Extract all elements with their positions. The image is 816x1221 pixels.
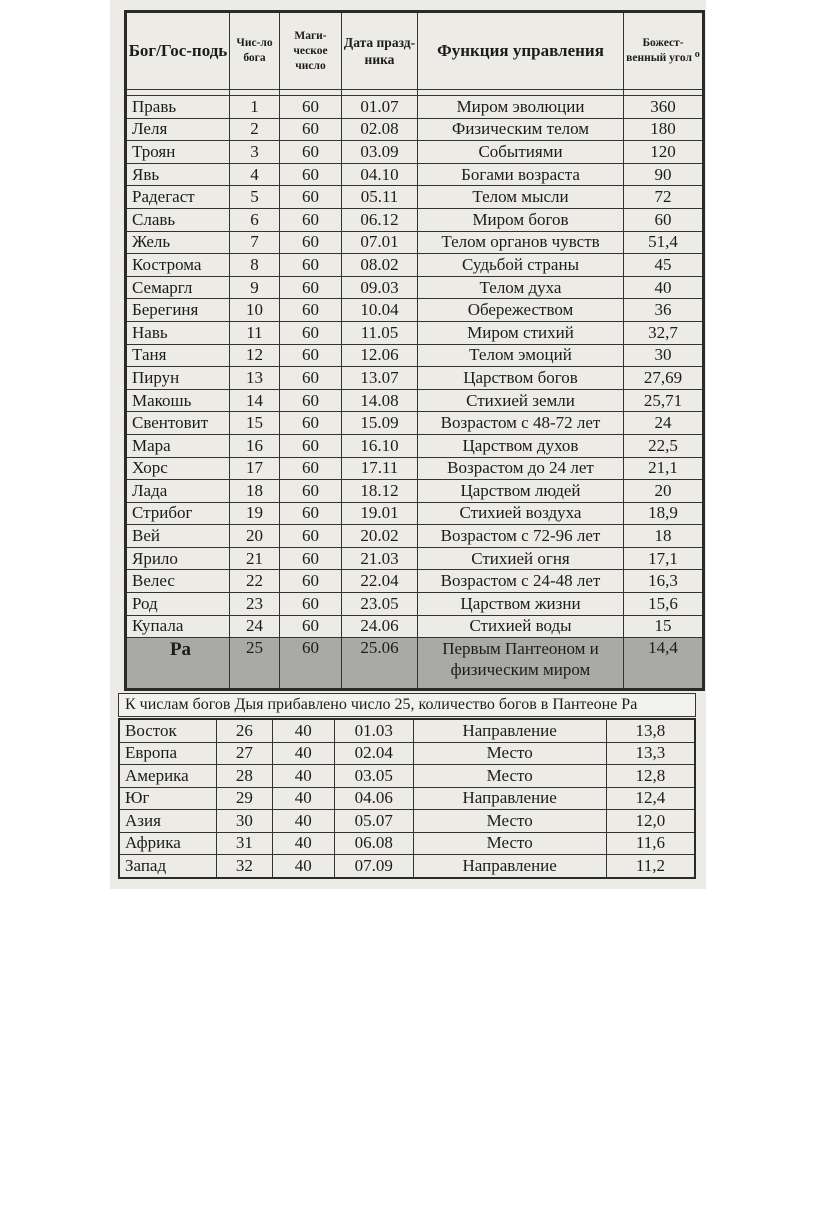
god-magic-number: 60 (280, 480, 342, 503)
god-magic-number: 60 (280, 208, 342, 231)
direction-kind: Место (413, 832, 606, 855)
god-magic-number: 60 (280, 299, 342, 322)
god-date: 18.12 (342, 480, 418, 503)
table-row (126, 344, 704, 367)
god-magic-number: 60 (280, 547, 342, 570)
god-date: 23.05 (342, 593, 418, 616)
god-number: 6 (230, 208, 280, 231)
god-angle: 180 (624, 118, 704, 141)
god-magic-number: 60 (280, 434, 342, 457)
god-magic-number: 60 (280, 163, 342, 186)
god-date: 05.11 (342, 186, 418, 209)
ra-body (126, 638, 704, 690)
god-function: Телом духа (418, 276, 624, 299)
god-date: 10.04 (342, 299, 418, 322)
god-angle: 32,7 (624, 321, 704, 344)
god-angle: 15 (624, 615, 704, 638)
god-name: Таня (126, 344, 230, 367)
god-name: Велес (126, 570, 230, 593)
god-name: Пирун (126, 367, 230, 390)
table-row (119, 855, 695, 878)
ra-row (126, 638, 704, 690)
direction-kind: Место (413, 765, 606, 788)
direction-number: 29 (217, 787, 272, 810)
god-function: Богами возраста (418, 163, 624, 186)
direction-date: 07.09 (334, 855, 413, 878)
god-function: Стихией земли (418, 389, 624, 412)
god-number: 21 (230, 547, 280, 570)
god-name: Жель (126, 231, 230, 254)
god-function: Миром стихий (418, 321, 624, 344)
god-function: Возрастом с 48-72 лет (418, 412, 624, 435)
god-date: 16.10 (342, 434, 418, 457)
god-angle: 30 (624, 344, 704, 367)
direction-angle: 13,3 (606, 742, 695, 765)
god-date: 03.09 (342, 141, 418, 164)
direction-date: 05.07 (334, 810, 413, 833)
direction-number: 32 (217, 855, 272, 878)
god-number: 13 (230, 367, 280, 390)
god-magic-number: 60 (280, 276, 342, 299)
table-row (126, 231, 704, 254)
god-angle: 25,71 (624, 389, 704, 412)
direction-magic-number: 40 (272, 832, 334, 855)
god-name: Род (126, 593, 230, 616)
god-angle: 60 (624, 208, 704, 231)
god-date: 15.09 (342, 412, 418, 435)
header-magic: Маги-ческое число (280, 12, 342, 90)
god-angle: 120 (624, 141, 704, 164)
table-row (119, 742, 695, 765)
table-row (126, 525, 704, 548)
direction-magic-number: 40 (272, 742, 334, 765)
direction-magic-number: 40 (272, 855, 334, 878)
table-row (126, 163, 704, 186)
god-magic-number: 60 (280, 525, 342, 548)
god-number: 3 (230, 141, 280, 164)
direction-date: 02.04 (334, 742, 413, 765)
direction-name: Запад (119, 855, 217, 878)
direction-angle: 11,2 (606, 855, 695, 878)
god-name: Вей (126, 525, 230, 548)
god-angle: 17,1 (624, 547, 704, 570)
god-date: 01.07 (342, 96, 418, 119)
direction-date: 01.03 (334, 719, 413, 742)
god-name: Семаргл (126, 276, 230, 299)
direction-kind: Направление (413, 855, 606, 878)
god-name: Славь (126, 208, 230, 231)
god-number: 19 (230, 502, 280, 525)
god-number: 5 (230, 186, 280, 209)
god-date: 24.06 (342, 615, 418, 638)
table-row (126, 389, 704, 412)
god-magic-number: 60 (280, 367, 342, 390)
note-row: К числам богов Дыя прибавлено число 25, количество богов в Пантеоне Ра (118, 693, 696, 717)
direction-name: Европа (119, 742, 217, 765)
header-function: Функция управления (418, 12, 624, 90)
god-function: Возрастом с 72-96 лет (418, 525, 624, 548)
direction-number: 31 (217, 832, 272, 855)
god-name: Стрибог (126, 502, 230, 525)
god-number: 2 (230, 118, 280, 141)
table-row (126, 412, 704, 435)
god-magic-number: 60 (280, 502, 342, 525)
god-name: Свентовит (126, 412, 230, 435)
direction-angle: 13,8 (606, 719, 695, 742)
table-row (119, 719, 695, 742)
god-number: 22 (230, 570, 280, 593)
direction-number: 28 (217, 765, 272, 788)
god-magic-number: 60 (280, 344, 342, 367)
table-row (119, 832, 695, 855)
god-function: Обережеством (418, 299, 624, 322)
ra-magic: 60 (280, 638, 342, 690)
ra-date: 25.06 (342, 638, 418, 690)
table-row (126, 502, 704, 525)
table-row (126, 434, 704, 457)
header-date: Дата празд-ника (342, 12, 418, 90)
direction-kind: Место (413, 742, 606, 765)
god-name: Радегаст (126, 186, 230, 209)
direction-magic-number: 40 (272, 719, 334, 742)
god-angle: 18,9 (624, 502, 704, 525)
god-number: 12 (230, 344, 280, 367)
direction-kind: Направление (413, 787, 606, 810)
god-angle: 20 (624, 480, 704, 503)
table-row (126, 480, 704, 503)
table-row (119, 810, 695, 833)
table-row (126, 96, 704, 119)
god-function: Царством жизни (418, 593, 624, 616)
god-number: 14 (230, 389, 280, 412)
direction-date: 04.06 (334, 787, 413, 810)
god-function: Возрастом с 24-48 лет (418, 570, 624, 593)
gods-body (126, 96, 704, 638)
direction-date: 03.05 (334, 765, 413, 788)
directions-table (118, 718, 696, 879)
table-row (126, 186, 704, 209)
god-magic-number: 60 (280, 118, 342, 141)
god-number: 10 (230, 299, 280, 322)
ra-function-line-2: физическим миром (450, 660, 591, 680)
ra-function-line-1: Первым Пантеоном и (442, 639, 599, 659)
god-number: 9 (230, 276, 280, 299)
god-date: 22.04 (342, 570, 418, 593)
god-function: Стихией огня (418, 547, 624, 570)
god-name: Кострома (126, 254, 230, 277)
table-row (126, 321, 704, 344)
table-row (126, 457, 704, 480)
header-angle: Божест-венный угол ⁰ (624, 12, 704, 90)
god-function: Царством богов (418, 367, 624, 390)
ra-angle: 14,4 (624, 638, 704, 690)
god-magic-number: 60 (280, 231, 342, 254)
god-function: Царством духов (418, 434, 624, 457)
directions-body (119, 719, 695, 878)
ra-name: Ра (126, 638, 230, 690)
god-angle: 18 (624, 525, 704, 548)
god-date: 02.08 (342, 118, 418, 141)
god-magic-number: 60 (280, 96, 342, 119)
god-magic-number: 60 (280, 457, 342, 480)
god-name: Лада (126, 480, 230, 503)
god-number: 4 (230, 163, 280, 186)
god-angle: 90 (624, 163, 704, 186)
direction-name: Америка (119, 765, 217, 788)
god-date: 07.01 (342, 231, 418, 254)
god-magic-number: 60 (280, 254, 342, 277)
god-number: 20 (230, 525, 280, 548)
god-magic-number: 60 (280, 570, 342, 593)
table-row (126, 547, 704, 570)
god-angle: 360 (624, 96, 704, 119)
direction-magic-number: 40 (272, 810, 334, 833)
direction-name: Юг (119, 787, 217, 810)
god-function: Телом органов чувств (418, 231, 624, 254)
god-function: Событиями (418, 141, 624, 164)
direction-name: Восток (119, 719, 217, 742)
god-name: Правь (126, 96, 230, 119)
header-number: Чис-ло бога (230, 12, 280, 90)
direction-angle: 12,8 (606, 765, 695, 788)
god-magic-number: 60 (280, 321, 342, 344)
table-row (119, 787, 695, 810)
god-date: 17.11 (342, 457, 418, 480)
god-number: 18 (230, 480, 280, 503)
god-angle: 40 (624, 276, 704, 299)
god-number: 15 (230, 412, 280, 435)
table-row (126, 299, 704, 322)
direction-kind: Место (413, 810, 606, 833)
god-number: 17 (230, 457, 280, 480)
table-row (126, 141, 704, 164)
god-angle: 51,4 (624, 231, 704, 254)
god-number: 7 (230, 231, 280, 254)
god-date: 13.07 (342, 367, 418, 390)
god-magic-number: 60 (280, 412, 342, 435)
table-row (126, 615, 704, 638)
header-name: Бог/Гос-подь (126, 12, 230, 90)
table-row (126, 208, 704, 231)
table-row (126, 593, 704, 616)
direction-magic-number: 40 (272, 765, 334, 788)
god-function: Миром богов (418, 208, 624, 231)
god-number: 23 (230, 593, 280, 616)
god-angle: 22,5 (624, 434, 704, 457)
direction-number: 26 (217, 719, 272, 742)
ra-number: 25 (230, 638, 280, 690)
god-name: Берегиня (126, 299, 230, 322)
table-row (119, 765, 695, 788)
god-name: Явь (126, 163, 230, 186)
god-name: Макошь (126, 389, 230, 412)
table-row (126, 118, 704, 141)
god-number: 1 (230, 96, 280, 119)
god-magic-number: 60 (280, 186, 342, 209)
god-function: Миром эволюции (418, 96, 624, 119)
god-number: 16 (230, 434, 280, 457)
god-date: 19.01 (342, 502, 418, 525)
table-row (126, 254, 704, 277)
god-function: Телом мысли (418, 186, 624, 209)
god-function: Стихией воды (418, 615, 624, 638)
god-name: Хорс (126, 457, 230, 480)
god-date: 21.03 (342, 547, 418, 570)
god-angle: 21,1 (624, 457, 704, 480)
god-function: Судьбой страны (418, 254, 624, 277)
god-date: 04.10 (342, 163, 418, 186)
direction-number: 27 (217, 742, 272, 765)
gods-table (124, 10, 705, 691)
direction-angle: 12,4 (606, 787, 695, 810)
god-magic-number: 60 (280, 389, 342, 412)
god-function: Стихией воздуха (418, 502, 624, 525)
god-function: Физическим телом (418, 118, 624, 141)
direction-name: Азия (119, 810, 217, 833)
header-row (126, 12, 704, 90)
god-number: 8 (230, 254, 280, 277)
god-magic-number: 60 (280, 615, 342, 638)
god-name: Леля (126, 118, 230, 141)
god-angle: 45 (624, 254, 704, 277)
direction-angle: 11,6 (606, 832, 695, 855)
god-angle: 24 (624, 412, 704, 435)
god-magic-number: 60 (280, 593, 342, 616)
god-angle: 15,6 (624, 593, 704, 616)
scanned-page (110, 0, 706, 889)
god-angle: 72 (624, 186, 704, 209)
god-magic-number: 60 (280, 141, 342, 164)
god-name: Троян (126, 141, 230, 164)
direction-name: Африка (119, 832, 217, 855)
god-date: 12.06 (342, 344, 418, 367)
god-angle: 27,69 (624, 367, 704, 390)
god-function: Царством людей (418, 480, 624, 503)
god-name: Навь (126, 321, 230, 344)
direction-date: 06.08 (334, 832, 413, 855)
god-name: Ярило (126, 547, 230, 570)
table-row (126, 367, 704, 390)
direction-angle: 12,0 (606, 810, 695, 833)
god-number: 24 (230, 615, 280, 638)
god-date: 09.03 (342, 276, 418, 299)
god-date: 20.02 (342, 525, 418, 548)
god-name: Купала (126, 615, 230, 638)
god-function: Возрастом до 24 лет (418, 457, 624, 480)
direction-number: 30 (217, 810, 272, 833)
god-date: 08.02 (342, 254, 418, 277)
god-date: 06.12 (342, 208, 418, 231)
direction-kind: Направление (413, 719, 606, 742)
table-row (126, 570, 704, 593)
god-date: 11.05 (342, 321, 418, 344)
table-row (126, 276, 704, 299)
ra-function (418, 638, 624, 690)
god-name: Мара (126, 434, 230, 457)
god-function: Телом эмоций (418, 344, 624, 367)
god-angle: 36 (624, 299, 704, 322)
god-date: 14.08 (342, 389, 418, 412)
direction-magic-number: 40 (272, 787, 334, 810)
god-number: 11 (230, 321, 280, 344)
god-angle: 16,3 (624, 570, 704, 593)
